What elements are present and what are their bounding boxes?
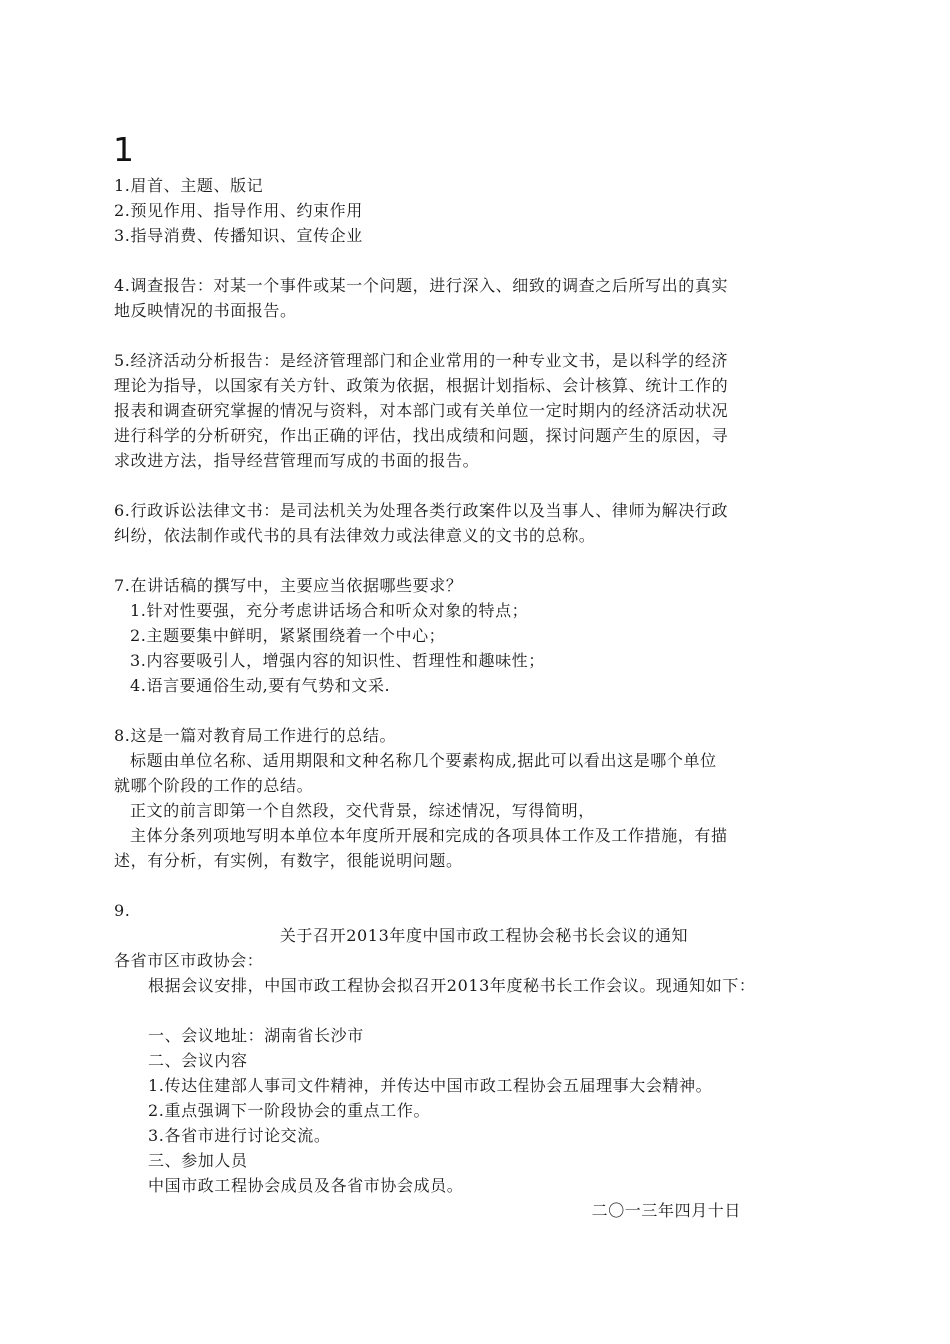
answer-8-line-5: 主体分条列项地写明本单位本年度所开展和完成的各项具体工作及工作措施，有描 — [130, 826, 728, 845]
notice-title: 关于召开2013年度中国市政工程协会秘书长会议的通知 — [279, 926, 689, 945]
answer-4-line-2: 地反映情况的书面报告。 — [114, 301, 297, 320]
answer-5-line-2: 理论为指导，以国家有关方针、政策为依据，根据计划指标、会计核算、统计工作的 — [114, 376, 729, 395]
answer-5-line-1: 5.经济活动分析报告：是经济管理部门和企业常用的一种专业文书，是以科学的经济 — [114, 351, 729, 370]
notice-section-2: 二、会议内容 — [148, 1051, 248, 1070]
answer-7-item: 4.语言要通俗生动,要有气势和文采. — [130, 676, 391, 695]
page-number: 1 — [113, 130, 135, 169]
answer-4-line-1: 4.调查报告：对某一个事件或某一个问题，进行深入、细致的调查之后所写出的真实 — [114, 276, 729, 295]
answer-5-line-5: 求改进方法，指导经营管理而写成的书面的报告。 — [114, 451, 480, 470]
notice-section-2-item: 1.传达住建部人事司文件精神，并传达中国市政工程协会五届理事大会精神。 — [148, 1076, 713, 1095]
notice-section-2-item: 2.重点强调下一阶段协会的重点工作。 — [148, 1101, 431, 1120]
answer-1: 1.眉首、主题、版记 — [114, 176, 264, 195]
answer-7-item: 1.针对性要强，充分考虑讲话场合和听众对象的特点； — [130, 601, 529, 620]
answer-7-item: 3.内容要吸引人，增强内容的知识性、哲理性和趣味性； — [130, 651, 545, 670]
notice-date: 二〇一三年四月十日 — [591, 1201, 741, 1220]
answer-6-line-2: 纠纷，依法制作或代书的具有法律效力或法律意义的文书的总称。 — [114, 526, 596, 545]
answer-8-line-4: 正文的前言即第一个自然段，交代背景，综述情况，写得简明， — [130, 801, 595, 820]
notice-section-1: 一、会议地址：湖南省长沙市 — [148, 1026, 364, 1045]
answer-7-item: 2.主题要集中鲜明，紧紧围绕着一个中心； — [130, 626, 446, 645]
notice-section-3: 三、参加人员 — [148, 1151, 248, 1170]
notice-section-2-item: 3.各省市进行讨论交流。 — [148, 1126, 331, 1145]
answer-7-question: 7.在讲话稿的撰写中，主要应当依据哪些要求？ — [114, 576, 463, 595]
answer-8-line-2: 标题由单位名称、适用期限和文种名称几个要素构成,据此可以看出这是哪个单位 — [130, 751, 717, 770]
answer-9-label: 9. — [114, 901, 131, 920]
answer-body — [114, 173, 834, 1223]
answer-5-line-4: 进行科学的分析研究，作出正确的评估，找出成绩和问题，探讨问题产生的原因，寻 — [114, 426, 729, 445]
answer-6-line-1: 6.行政诉讼法律文书：是司法机关为处理各类行政案件以及当事人、律师为解决行政 — [114, 501, 729, 520]
answer-8-line-6: 述，有分析，有实例，有数字，很能说明问题。 — [114, 851, 463, 870]
notice-salutation: 各省市区市政协会： — [114, 951, 264, 970]
notice-intro: 根据会议安排，中国市政工程协会拟召开2013年度秘书长工作会议。现通知如下： — [148, 976, 756, 995]
answer-5-line-3: 报表和调查研究掌握的情况与资料，对本部门或有关单位一定时期内的经济活动状况 — [114, 401, 729, 420]
answer-3: 3.指导消费、传播知识、宣传企业 — [114, 226, 363, 245]
answer-2: 2.预见作用、指导作用、约束作用 — [114, 201, 363, 220]
notice-section-3-body: 中国市政工程协会成员及各省市协会成员。 — [148, 1176, 464, 1195]
answer-8-line-1: 8.这是一篇对教育局工作进行的总结。 — [114, 726, 397, 745]
answer-8-line-3: 就哪个阶段的工作的总结。 — [114, 776, 314, 795]
